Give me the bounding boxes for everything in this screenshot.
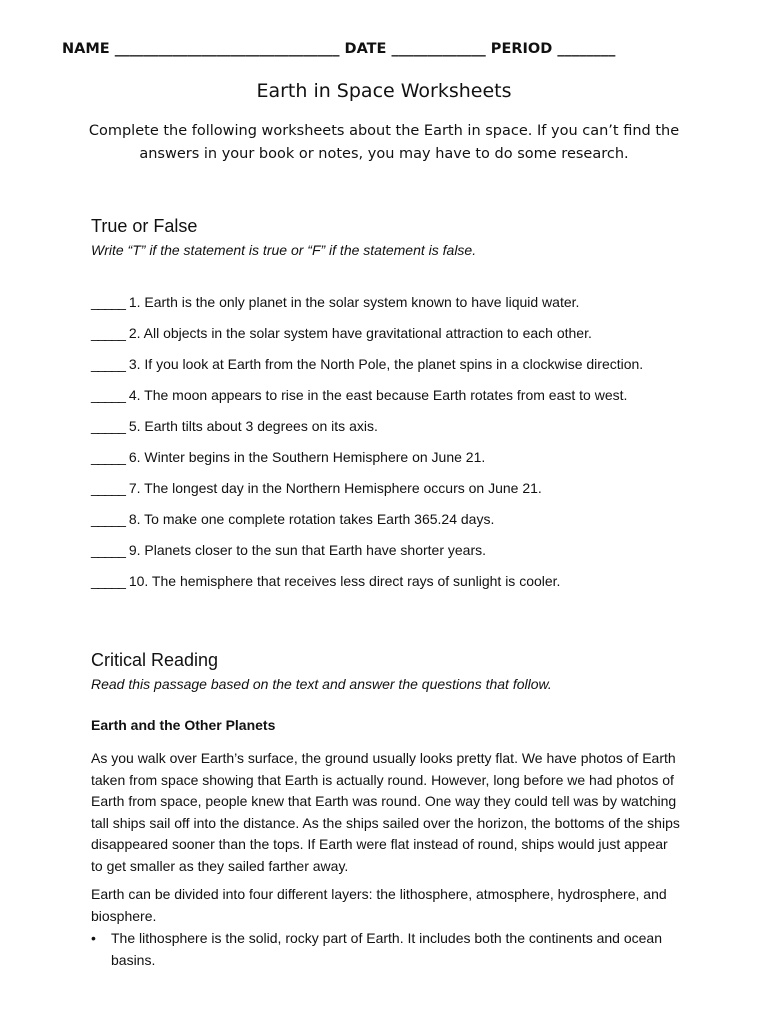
answer-blank[interactable]: _____: [91, 294, 125, 310]
answer-blank[interactable]: _____: [91, 449, 125, 465]
true-false-list: [91, 292, 691, 602]
answer-blank[interactable]: _____: [91, 480, 125, 496]
answer-blank[interactable]: _____: [91, 356, 125, 372]
intro-text: Complete the following worksheets about the Earth in space. If you can’t find the answers in your book or notes, you may have to do some research.: [88, 123, 680, 162]
critical-reading-heading: Critical Reading: [91, 650, 219, 670]
answer-blank[interactable]: _____: [91, 325, 125, 341]
answer-blank[interactable]: _____: [91, 511, 125, 527]
bullet-icon: •: [91, 930, 96, 946]
answer-blank[interactable]: _____: [91, 542, 125, 558]
passage-paragraph-2: Earth can be divided into four different layers: the lithosphere, atmosphere, hydrosphere, and biosphere.: [91, 886, 667, 924]
answer-blank[interactable]: _____: [91, 418, 125, 434]
statement-text: 6. Winter begins in the Southern Hemisphere on June 21.: [128, 449, 486, 465]
true-false-item: [91, 509, 691, 530]
true-false-item: [91, 323, 691, 344]
bullet-text: The lithosphere is the solid, rocky part of Earth. It includes both the continents and ocean basins.: [111, 930, 662, 968]
true-false-item: [91, 478, 691, 499]
statement-text: 10. The hemisphere that receives less direct rays of sunlight is cooler.: [128, 573, 561, 589]
statement-text: 4. The moon appears to rise in the east because Earth rotates from east to west.: [128, 387, 628, 403]
true-false-item: [91, 447, 691, 468]
critical-reading-instructions: Read this passage based on the text and answer the questions that follow.: [91, 676, 552, 692]
true-false-item: [91, 385, 691, 406]
true-false-item: [91, 292, 691, 313]
statement-text: 9. Planets closer to the sun that Earth have shorter years.: [128, 542, 487, 558]
answer-blank[interactable]: _____: [91, 573, 125, 589]
true-false-instructions: Write “T” if the statement is true or “F” if the statement is false.: [91, 242, 477, 258]
true-false-heading: True or False: [91, 216, 198, 236]
statement-text: 3. If you look at Earth from the North Pole, the planet spins in a clockwise direction.: [128, 356, 644, 372]
name-date-period-line: NAME _______________________________ DATE _____________ PERIOD ________: [62, 41, 616, 57]
true-false-item: [91, 540, 691, 561]
true-false-item: [91, 571, 691, 592]
statement-text: 8. To make one complete rotation takes Earth 365.24 days.: [128, 511, 495, 527]
statement-text: 5. Earth tilts about 3 degrees on its axis.: [128, 418, 378, 434]
layers-bullet-list: [91, 928, 681, 971]
page-title: Earth in Space Worksheets: [256, 80, 512, 102]
answer-blank[interactable]: _____: [91, 387, 125, 403]
passage-title: Earth and the Other Planets: [91, 717, 276, 733]
true-false-item: [91, 354, 691, 375]
list-item: [91, 928, 681, 971]
statement-text: 2. All objects in the solar system have gravitational attraction to each other.: [128, 325, 592, 341]
true-false-item: [91, 416, 691, 437]
statement-text: 1. Earth is the only planet in the solar system known to have liquid water.: [128, 294, 580, 310]
passage-paragraph-1: As you walk over Earth’s surface, the ground usually looks pretty flat. We have photos of Earth taken from space showing that Earth is actually round. However, long before we had photos of Earth from space, people knew that Earth was round. One way they could tell was by watching tall ships sail off into the distance. As the ships sailed over the horizon, the bottoms of the ships disappeared sooner than the tops. If Earth were flat instead of round, ships would just appear to get smaller as they sailed farther away.: [91, 750, 680, 874]
statement-text: 7. The longest day in the Northern Hemisphere occurs on June 21.: [128, 480, 542, 496]
